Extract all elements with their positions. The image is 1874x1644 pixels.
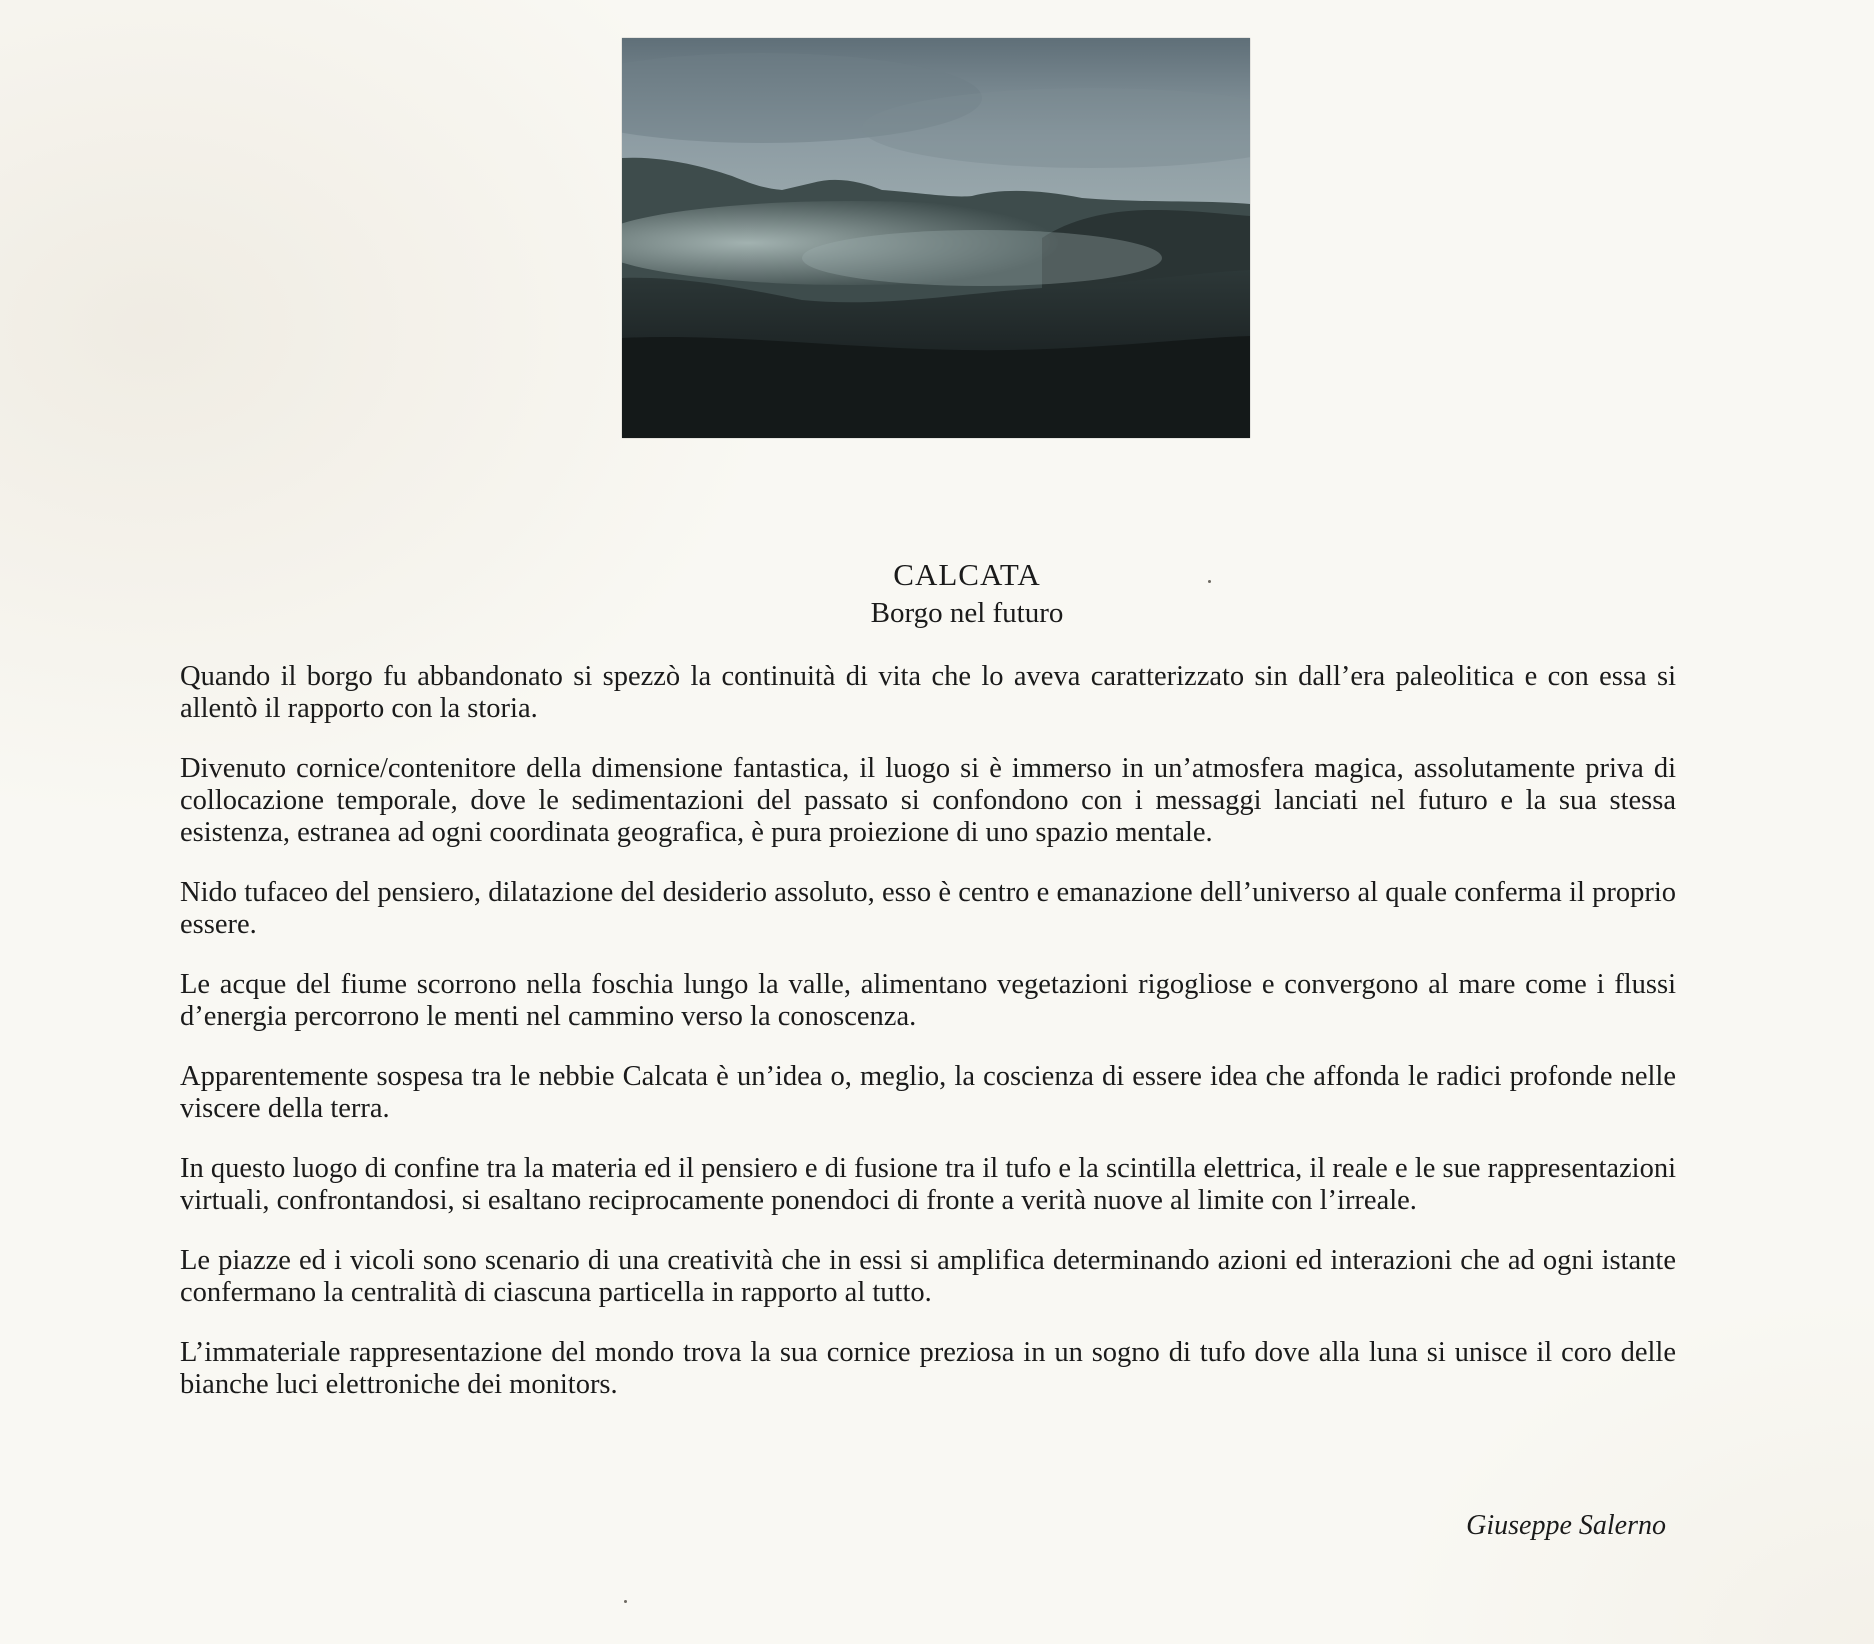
paragraph: Le piazze ed i vicoli sono scenario di una creatività che in essi si amplifica determinando azioni ed interazioni che ad ogni istante confermano la centralità di ciascuna particella in rapporto al tutto.	[180, 1245, 1676, 1308]
article-body	[180, 661, 1676, 1429]
author-signature: Giuseppe Salerno	[1466, 1510, 1666, 1541]
page-subtitle: Borgo nel futuro	[870, 597, 1064, 629]
heading	[0, 556, 1874, 632]
paragraph: Le acque del fiume scorrono nella foschia lungo la valle, alimentano vegetazioni rigogliose e convergono al mare come i flussi d’energia percorrono le menti nel cammino verso la conoscenza.	[180, 969, 1676, 1032]
paragraph: Quando il borgo fu abbandonato si spezzò la continuità di vita che lo aveva caratterizzato sin dall’era paleolitica e con essa si allentò il rapporto con la storia.	[180, 661, 1676, 724]
paper-speck	[624, 1600, 627, 1603]
paragraph: L’immateriale rappresentazione del mondo trova la sua cornice preziosa in un sogno di tufo dove alla luna si unisce il coro delle bianche luci elettroniche dei monitors.	[180, 1337, 1676, 1400]
paragraph: Divenuto cornice/contenitore della dimensione fantastica, il luogo si è immerso in un’atmosfera magica, assolutamente priva di collocazione temporale, dove le sedimentazioni del passato si confondono con i messaggi lanciati nel futuro e la sua stessa esistenza, estranea ad ogni coordinata geografica, è pura proiezione di uno spazio mentale.	[180, 753, 1676, 848]
landscape-photo	[622, 38, 1250, 438]
misty-valley-landscape-icon	[622, 38, 1250, 438]
paragraph: Nido tufaceo del pensiero, dilatazione del desiderio assoluto, esso è centro e emanazione dell’universo al quale conferma il proprio essere.	[180, 877, 1676, 940]
paragraph: Apparentemente sospesa tra le nebbie Calcata è un’idea o, meglio, la coscienza di essere idea che affonda le radici profonde nelle viscere della terra.	[180, 1061, 1676, 1124]
paper-speck	[1208, 580, 1211, 583]
paragraph: In questo luogo di confine tra la materia ed il pensiero e di fusione tra il tufo e la scintilla elettrica, il reale e le sue rappresentazioni virtuali, confrontandosi, si esaltano reciprocamente ponendoci di fronte a verità nuove al limite con l’irreale.	[180, 1153, 1676, 1216]
page-title: CALCATA	[893, 557, 1041, 592]
